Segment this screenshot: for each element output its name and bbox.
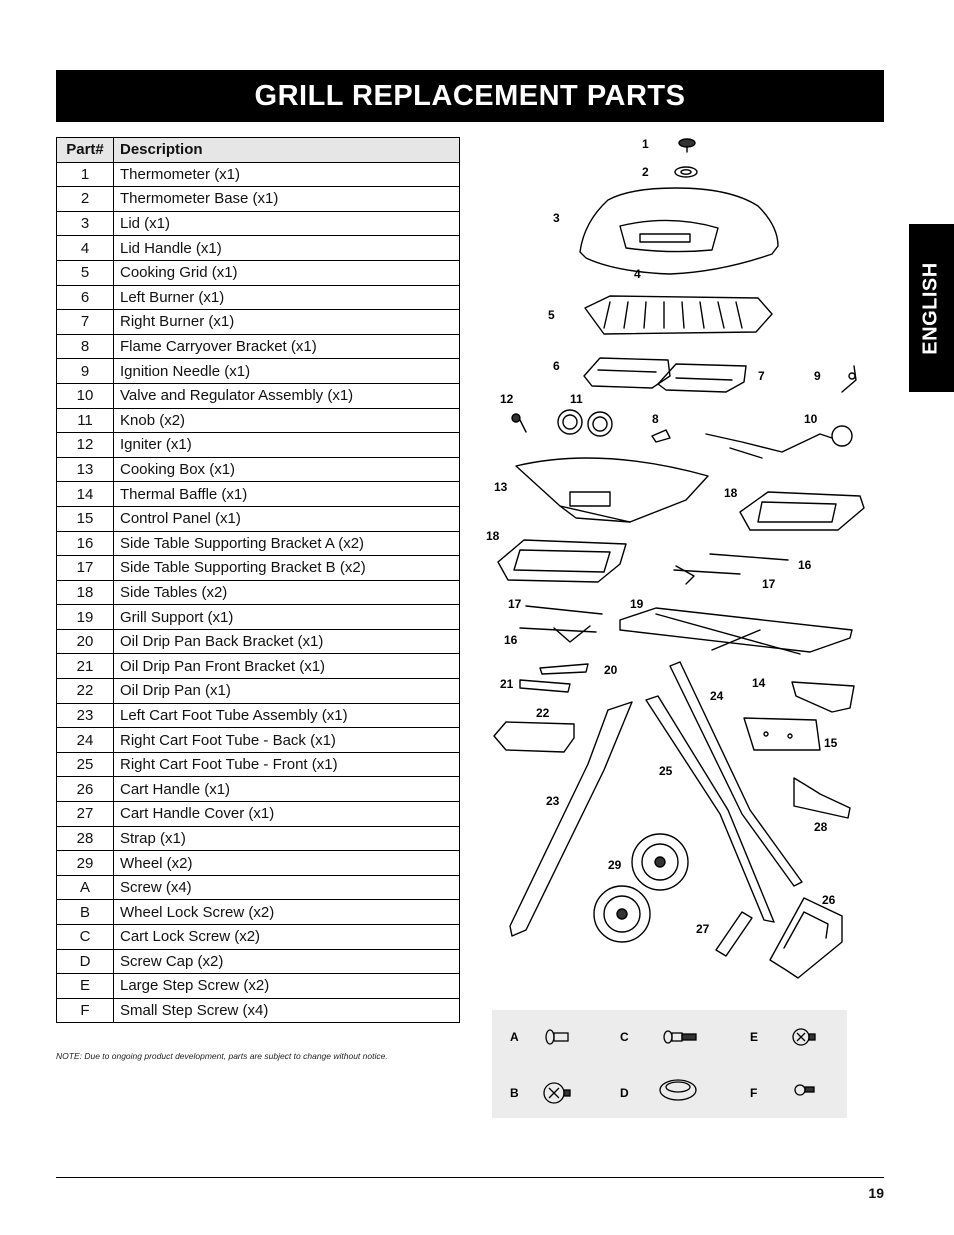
parts-table-body (57, 162, 460, 1023)
thermometer-part (679, 139, 695, 152)
description-cell: Screw (x4) (114, 875, 460, 900)
table-row (57, 482, 460, 507)
description-cell: Lid Handle (x1) (114, 236, 460, 261)
description-cell: Grill Support (x1) (114, 605, 460, 630)
wheel-lock-screw-icon (544, 1083, 570, 1103)
cooking-grid-part (585, 296, 772, 334)
left-cart-foot-tube-part (510, 702, 632, 936)
right-cart-foot-tube-front-part (646, 696, 774, 922)
side-table-right-part (740, 492, 864, 530)
diagram-label: 17 (508, 597, 522, 611)
part-number-cell: 17 (57, 556, 114, 581)
table-row (57, 408, 460, 433)
part-number-cell: 24 (57, 728, 114, 753)
table-row (57, 433, 460, 458)
part-number-cell: 26 (57, 777, 114, 802)
diagram-label: 22 (536, 706, 550, 720)
table-row (57, 777, 460, 802)
diagram-label: 14 (752, 676, 766, 690)
description-cell: Thermal Baffle (x1) (114, 482, 460, 507)
table-row (57, 334, 460, 359)
diagram-label: 2 (642, 165, 649, 179)
description-cell: Side Table Supporting Bracket A (x2) (114, 531, 460, 556)
part-number-cell: 21 (57, 654, 114, 679)
description-cell: Cart Handle (x1) (114, 777, 460, 802)
part-number-cell: 16 (57, 531, 114, 556)
part-number-cell: 7 (57, 310, 114, 335)
description-cell: Oil Drip Pan (x1) (114, 679, 460, 704)
table-row (57, 998, 460, 1023)
diagram-label: 11 (570, 392, 583, 406)
description-cell: Cart Lock Screw (x2) (114, 925, 460, 950)
diagram-label: 21 (500, 677, 514, 691)
control-panel-part (744, 718, 820, 750)
part-number-cell: 2 (57, 187, 114, 212)
table-row (57, 679, 460, 704)
description-cell: Oil Drip Pan Front Bracket (x1) (114, 654, 460, 679)
lid-part (580, 188, 778, 274)
description-cell: Control Panel (x1) (114, 506, 460, 531)
description-cell: Knob (x2) (114, 408, 460, 433)
diagram-label: 18 (486, 529, 500, 543)
description-cell: Strap (x1) (114, 826, 460, 851)
table-row (57, 802, 460, 827)
part-number-header: Part# (57, 138, 114, 163)
ignition-needle-part (842, 366, 856, 392)
strap-part (794, 778, 850, 818)
cooking-box-part (516, 458, 708, 522)
thermometer-base-part (675, 167, 697, 177)
page-number: 19 (868, 1185, 884, 1201)
hardware-label: B (510, 1086, 519, 1100)
diagram-label: 12 (500, 392, 514, 406)
part-number-cell: F (57, 998, 114, 1023)
table-row (57, 703, 460, 728)
part-number-cell: 15 (57, 506, 114, 531)
table-row (57, 752, 460, 777)
table-row (57, 875, 460, 900)
description-cell: Right Cart Foot Tube - Front (x1) (114, 752, 460, 777)
table-header-row (57, 138, 460, 163)
knob-part (558, 410, 612, 436)
hardware-label: D (620, 1086, 629, 1100)
hardware-label: F (750, 1086, 758, 1100)
diagram-label: 17 (762, 577, 776, 591)
description-cell: Cart Handle Cover (x1) (114, 802, 460, 827)
cart-lock-screw-icon (664, 1031, 696, 1043)
screw-cap-icon (660, 1080, 696, 1100)
table-row (57, 728, 460, 753)
description-cell: Small Step Screw (x4) (114, 998, 460, 1023)
large-step-screw-icon (793, 1029, 815, 1045)
description-cell: Screw Cap (x2) (114, 949, 460, 974)
diagram-label: 4 (634, 267, 641, 281)
part-number-cell: 10 (57, 383, 114, 408)
exploded-parts-diagram (480, 130, 880, 1000)
description-cell: Right Burner (x1) (114, 310, 460, 335)
table-row (57, 383, 460, 408)
table-row (57, 162, 460, 187)
table-row (57, 236, 460, 261)
part-number-cell: E (57, 974, 114, 999)
diagram-label: 25 (659, 764, 673, 778)
table-row (57, 211, 460, 236)
diagram-label: 29 (608, 858, 622, 872)
part-number-cell: B (57, 900, 114, 925)
side-table-bracket-left-part (520, 606, 602, 642)
diagram-label: 6 (553, 359, 560, 373)
igniter-part (512, 414, 526, 432)
description-cell: Right Cart Foot Tube - Back (x1) (114, 728, 460, 753)
hardware-diagram (492, 1010, 847, 1118)
wheel-part (594, 834, 688, 942)
diagram-label: 18 (724, 486, 738, 500)
table-row (57, 949, 460, 974)
description-cell: Left Cart Foot Tube Assembly (x1) (114, 703, 460, 728)
product-note: NOTE: Due to ongoing product development, parts are subject to change without notice. (56, 1051, 388, 1061)
valve-regulator-part (706, 426, 852, 458)
table-row (57, 900, 460, 925)
oil-drip-pan-part (494, 722, 574, 752)
description-cell: Igniter (x1) (114, 433, 460, 458)
table-row (57, 925, 460, 950)
table-row (57, 654, 460, 679)
table-row (57, 260, 460, 285)
part-number-cell: 28 (57, 826, 114, 851)
diagram-label: 13 (494, 480, 508, 494)
diagram-label: 19 (630, 597, 644, 611)
grill-support-part (620, 608, 852, 654)
description-cell: Oil Drip Pan Back Bracket (x1) (114, 629, 460, 654)
table-row (57, 359, 460, 384)
diagram-label: 20 (604, 663, 618, 677)
side-table-left-part (498, 540, 626, 582)
language-tab (909, 224, 954, 392)
description-cell: Thermometer Base (x1) (114, 187, 460, 212)
part-number-cell: 14 (57, 482, 114, 507)
table-row (57, 580, 460, 605)
diagram-label: 1 (642, 137, 649, 151)
diagram-label: 24 (710, 689, 724, 703)
description-cell: Side Tables (x2) (114, 580, 460, 605)
parts-table (56, 137, 460, 1023)
diagram-label: 27 (696, 922, 710, 936)
description-cell: Ignition Needle (x1) (114, 359, 460, 384)
hardware-label: E (750, 1030, 759, 1044)
part-number-cell: C (57, 925, 114, 950)
diagram-label: 23 (546, 794, 560, 808)
drip-pan-brackets-part (520, 664, 588, 692)
part-number-cell: 9 (57, 359, 114, 384)
diagram-label: 10 (804, 412, 818, 426)
diagram-label: 15 (824, 736, 838, 750)
table-row (57, 629, 460, 654)
description-cell: Thermometer (x1) (114, 162, 460, 187)
description-cell: Large Step Screw (x2) (114, 974, 460, 999)
hardware-label: C (620, 1030, 629, 1044)
table-row (57, 605, 460, 630)
part-number-cell: 3 (57, 211, 114, 236)
right-burner-part (658, 364, 746, 392)
diagram-label: 16 (798, 558, 812, 572)
table-row (57, 506, 460, 531)
flame-carryover-bracket-part (652, 430, 670, 442)
part-number-cell: 25 (57, 752, 114, 777)
part-number-cell: 11 (57, 408, 114, 433)
description-cell: Lid (x1) (114, 211, 460, 236)
left-burner-part (584, 358, 670, 388)
part-number-cell: 1 (57, 162, 114, 187)
table-row (57, 556, 460, 581)
table-row (57, 851, 460, 876)
diagram-label: 5 (548, 308, 555, 322)
diagram-label: 8 (652, 412, 659, 426)
description-cell: Wheel Lock Screw (x2) (114, 900, 460, 925)
description-header: Description (114, 138, 460, 163)
table-row (57, 285, 460, 310)
page-title: GRILL REPLACEMENT PARTS (56, 70, 884, 122)
description-cell: Side Table Supporting Bracket B (x2) (114, 556, 460, 581)
diagram-label: 28 (814, 820, 828, 834)
table-row (57, 310, 460, 335)
part-number-cell: 19 (57, 605, 114, 630)
part-number-cell: A (57, 875, 114, 900)
part-number-cell: 8 (57, 334, 114, 359)
small-step-screw-icon (795, 1085, 814, 1095)
diagram-label: 3 (553, 211, 560, 225)
part-number-cell: 18 (57, 580, 114, 605)
table-row (57, 531, 460, 556)
part-number-cell: 22 (57, 679, 114, 704)
part-number-cell: 6 (57, 285, 114, 310)
description-cell: Wheel (x2) (114, 851, 460, 876)
hardware-label: A (510, 1030, 519, 1044)
thermal-baffle-part (792, 682, 854, 712)
description-cell: Flame Carryover Bracket (x1) (114, 334, 460, 359)
description-cell: Cooking Box (x1) (114, 457, 460, 482)
hardware-panel (492, 1010, 847, 1118)
description-cell: Cooking Grid (x1) (114, 260, 460, 285)
part-number-cell: 4 (57, 236, 114, 261)
table-row (57, 187, 460, 212)
table-row (57, 457, 460, 482)
diagram-label: 7 (758, 369, 765, 383)
part-number-cell: 20 (57, 629, 114, 654)
table-row (57, 974, 460, 999)
part-number-cell: 27 (57, 802, 114, 827)
part-number-cell: 29 (57, 851, 114, 876)
cart-handle-part (770, 898, 842, 978)
description-cell: Valve and Regulator Assembly (x1) (114, 383, 460, 408)
table-row (57, 826, 460, 851)
part-number-cell: D (57, 949, 114, 974)
diagram-label: 9 (814, 369, 821, 383)
part-number-cell: 5 (57, 260, 114, 285)
diagram-label: 16 (504, 633, 518, 647)
part-number-cell: 23 (57, 703, 114, 728)
language-tab-label: ENGLISH (920, 261, 942, 355)
description-cell: Left Burner (x1) (114, 285, 460, 310)
cart-handle-cover-part (716, 912, 752, 956)
footer-divider (56, 1177, 884, 1178)
part-number-cell: 13 (57, 457, 114, 482)
diagram-label: 26 (822, 893, 836, 907)
screw-a-icon (546, 1030, 568, 1044)
part-number-cell: 12 (57, 433, 114, 458)
